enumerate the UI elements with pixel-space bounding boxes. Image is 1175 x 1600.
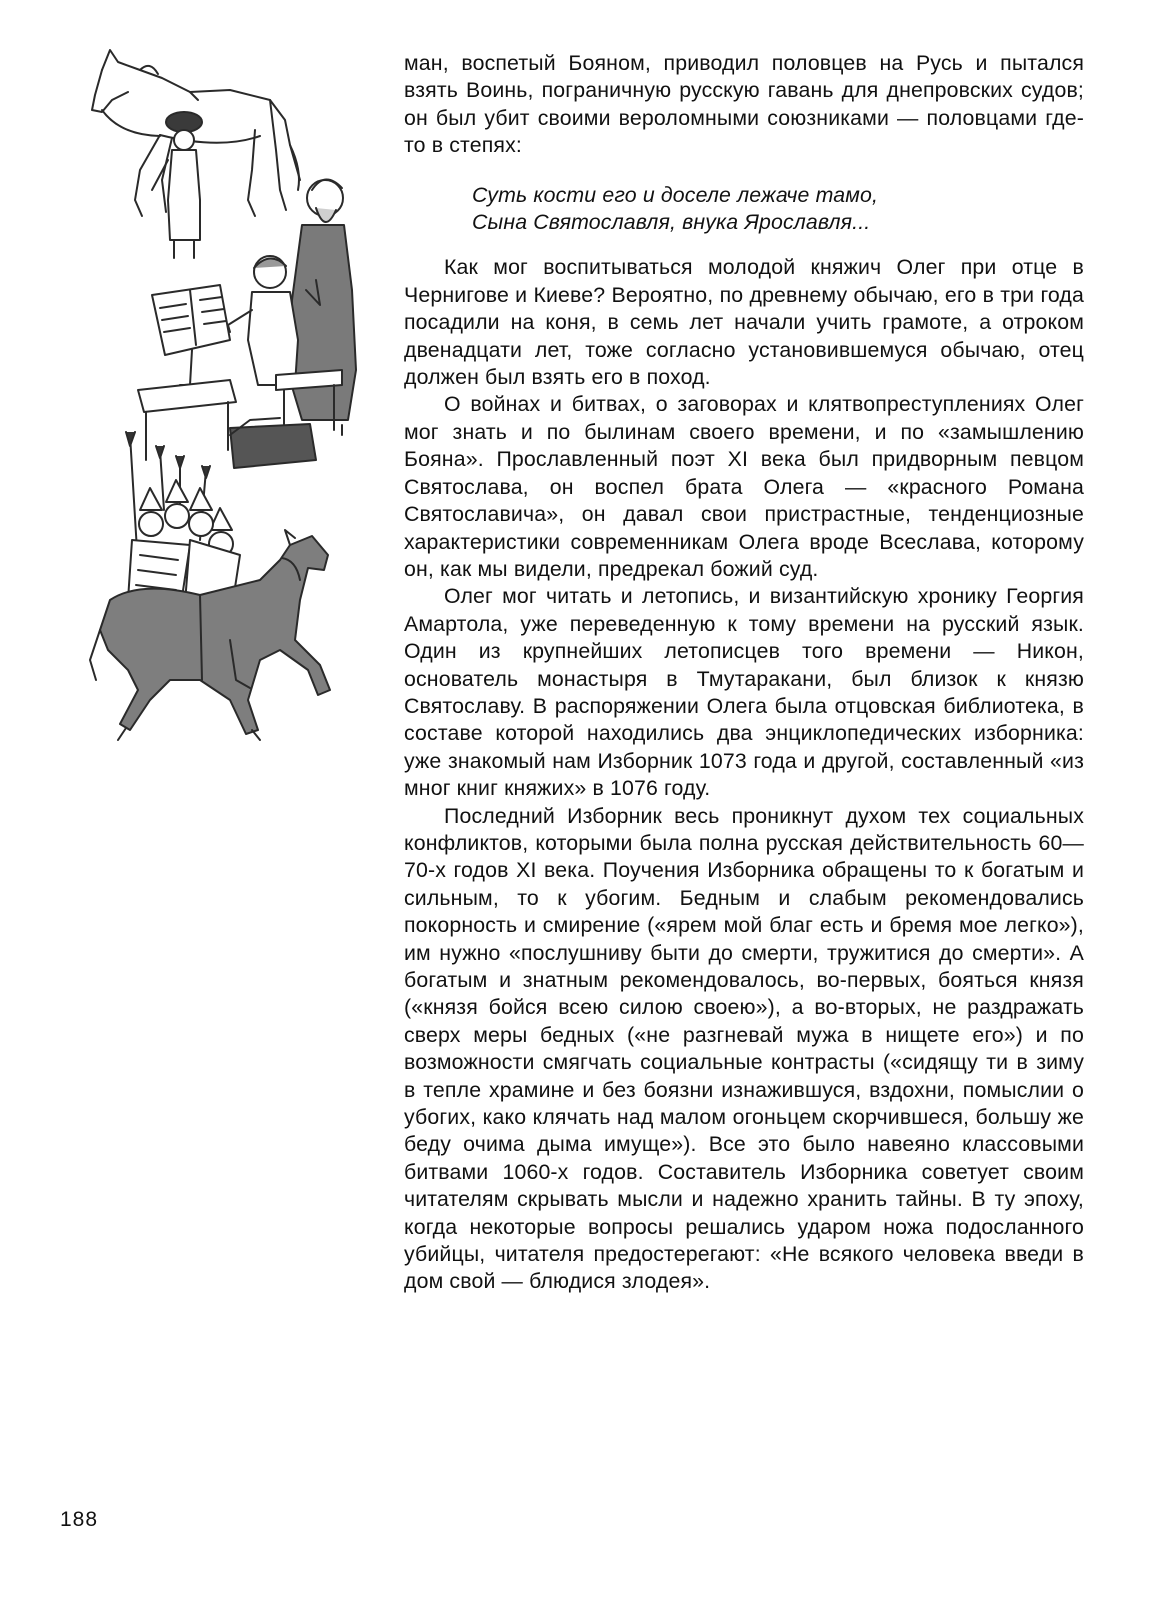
paragraph-continuation: ман, воспетый Бояном, приводил половцев на Русь и пытался взять Воинь, пограничную русскую гавань для днепровских судов; он был убит своими вероломными союзниками — половцами где-то в степях: (404, 51, 1084, 158)
paragraph: Последний Изборник весь проникнут духом тех социальных конфликтов, которыми была полна русская действительность 60—70-х годов XI века. Поучения Изборника обращены то к богатым и сильным, то к убогим. Бедным и слабым рекомендовались покорность и смирение («ярем мой благ есть и бремя мое легко»), им нужно «послушниву быти до смерти, тружитися до смерти». А богатым и знатным рекомендовалось, во-первых, бояться князя («князя бойся всею силою своею»), а во-вторых, не раздражать сверх меры бедных («не разгневай мужа в нищете его») и по возможности смягчать социальные контрасты («сидящу ти в зиму в тепле храмине и без боязни изнажившуся, вздохни, помыслии о убогих, како клячать над малом огоньцем скорчившеся, большу же беду очима дыма имуще»). Все это было навеяно классовыми битвами 1060-х годов. Составитель Изборника советует своим читателям скрывать мысли и надежно хранить тайны. В ту эпоху, когда некоторые вопросы решались ударом ножа подосланного убийцы, читателя предостерегают: «Не всякого человека введи в дом свой — блюдися злодея». (404, 803, 1084, 1294)
horse-with-figure-illustration (92, 50, 300, 258)
verse-line-2: Сына Святославля, внука Ярославля... (472, 210, 871, 235)
mounted-warriors-illustration (90, 432, 330, 740)
verse-line-1: Суть кости его и доселе лежаче тамо, (472, 182, 879, 207)
page-number: 188 (60, 1508, 99, 1531)
paragraph: Олег мог читать и летопись, и византийскую хронику Георгия Амартола, уже переведенную к тому времени на русский язык. Один из крупнейших летописцев того времени — Никон, основатель монастыря в Тмутаракани, был близок к князю Святославу. В распоряжении Олега была отцовская библиотека, в составе которой находились два энциклопедических изборника: уже знакомый нам Изборник 1073 года и другой, составленный «из мног книг княжих» в 1076 году. (404, 584, 1084, 801)
margin-illustrations (80, 40, 400, 760)
main-text-column (404, 50, 1084, 1296)
paragraph: Как мог воспитываться молодой княжич Олег при отце в Чернигове и Киеве? Вероятно, по древнему обычаю, его в три года посадили на коня, в семь лет начали учить грамоте, а отроком двенадцати лет, тоже согласно установившемуся обычаю, отец должен был взять его в поход. (404, 255, 1084, 390)
verse-quote (472, 182, 1084, 237)
paragraph: О войнах и битвах, о заговорах и клятвопреступлениях Олег мог знать и по былинам своего времени, и по «замышлению Бояна». Прославленный поэт XI века был придворным певцом Святослава, он воспел брата Олега — «красного Романа Святославича», он давал свои пристрастные, тенденциозные характеристики современникам Олега вроде Всеслава, которому он, как мы видели, предрекал божий суд. (404, 392, 1084, 581)
